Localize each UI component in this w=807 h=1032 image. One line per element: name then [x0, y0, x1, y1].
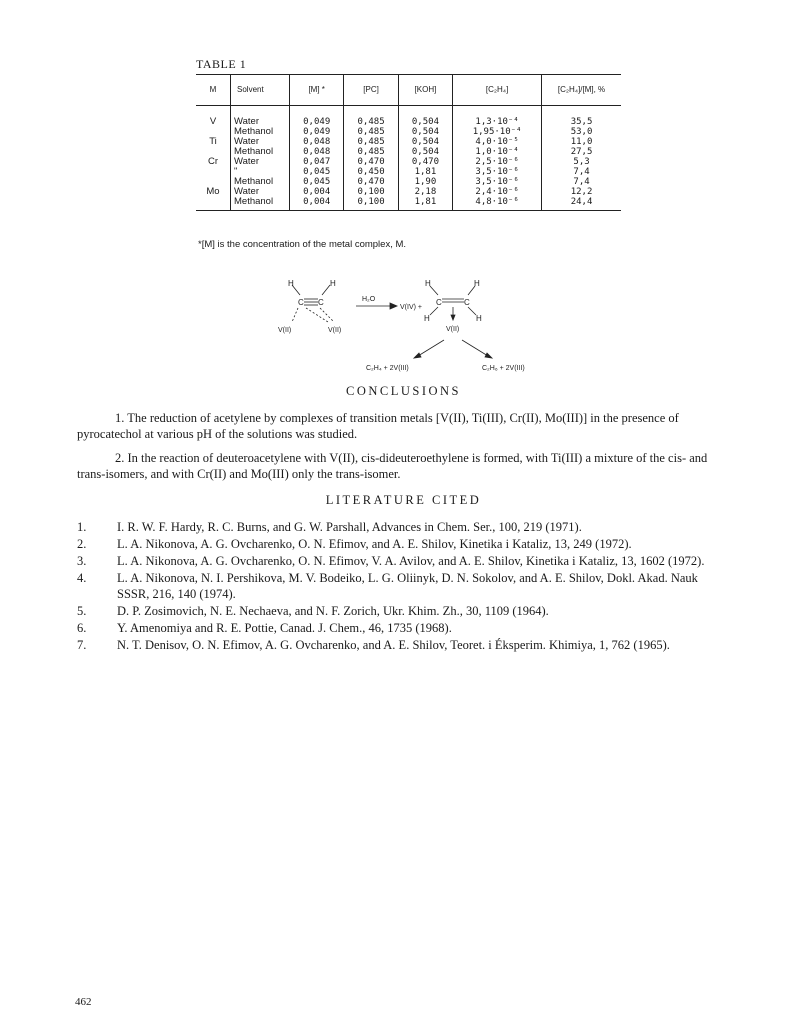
reference-item [77, 637, 732, 653]
cell-c2h4: 3,5·10⁻⁶ [453, 167, 542, 177]
table-row [196, 177, 621, 187]
cell-pct: 35,5 [542, 106, 621, 128]
page-number: 462 [75, 996, 92, 1008]
reference-number: 3. [77, 554, 87, 568]
cell-m: 0,049 [290, 127, 344, 137]
branch-arrowhead-right [485, 353, 492, 358]
cell-koh: 1,90 [398, 177, 452, 187]
data-table [196, 74, 621, 211]
cell-pc: 0,100 [344, 187, 398, 197]
cell-pct: 27,5 [542, 147, 621, 157]
reference-text: L. A. Nikonova, N. I. Pershikova, M. V. Bodeiko, L. G. Oliinyk, D. N. Sokolov, and A. E. Shilov, Dokl. Akad. Nauk SSSR, 216, 140 (1974). [117, 571, 698, 601]
header-metal-conc: [M] * [290, 75, 344, 106]
reference-text: I. R. W. F. Hardy, R. C. Burns, and G. W. Parshall, Advances in Chem. Ser., 100, 219 (1971). [117, 520, 582, 534]
table-title: TABLE 1 [196, 57, 247, 71]
cell-solvent: Methanol [231, 177, 290, 187]
reference-text: N. T. Denisov, O. N. Efimov, A. G. Ovcharenko, and A. E. Shilov, Teoret. i Éksperim. Khimiya, 1, 762 (1965). [117, 638, 670, 652]
cell-m: 0,048 [290, 137, 344, 147]
cell-c2h4: 1,0·10⁻⁴ [453, 147, 542, 157]
reactant-c-right: C [318, 298, 324, 307]
table-row [196, 127, 621, 137]
reaction-scheme [270, 278, 560, 378]
cell-solvent: Methanol [231, 147, 290, 157]
product-h-tr: H [474, 279, 480, 288]
cell-solvent: Methanol [231, 127, 290, 137]
cell-m: 0,045 [290, 177, 344, 187]
table-body [196, 106, 621, 211]
reactant-h-right: H [330, 279, 336, 288]
cell-m: 0,004 [290, 187, 344, 197]
references-list [77, 519, 732, 654]
cell-koh: 0,504 [398, 147, 452, 157]
product-bond-br [468, 307, 476, 315]
table-footnote: *[M] is the concentration of the metal complex, M. [198, 239, 407, 250]
reference-number: 1. [77, 520, 87, 534]
branch-arrow-right [462, 340, 488, 356]
cell-pct: 24,4 [542, 197, 621, 211]
cell-pct: 5,3 [542, 157, 621, 167]
product-h-tl: H [425, 279, 431, 288]
product-h-bl: H [424, 314, 430, 323]
cell-pct: 12,2 [542, 187, 621, 197]
product-c-right: C [464, 298, 470, 307]
cell-c2h4: 2,4·10⁻⁶ [453, 187, 542, 197]
cell-koh: 0,504 [398, 127, 452, 137]
header-percent: [C₂H₄]/[M], % [542, 75, 621, 106]
cell-pc: 0,470 [344, 157, 398, 167]
table-row [196, 106, 621, 128]
product-h-br: H [476, 314, 482, 323]
cell-pc: 0,470 [344, 177, 398, 187]
reference-text: Y. Amenomiya and R. E. Pottie, Canad. J. Chem., 46, 1735 (1968). [117, 621, 452, 635]
cell-metal [196, 197, 231, 211]
cell-m: 0,047 [290, 157, 344, 167]
table-row [196, 157, 621, 167]
table-header-row [196, 75, 621, 106]
reactant-h-left: H [288, 279, 294, 288]
cell-solvent: Water [231, 137, 290, 147]
cell-pc: 0,450 [344, 167, 398, 177]
reference-number: 4. [77, 571, 87, 585]
cell-pct: 7,4 [542, 167, 621, 177]
cell-c2h4: 4,0·10⁻⁵ [453, 137, 542, 147]
table-row [196, 147, 621, 157]
cell-koh: 0,470 [398, 157, 452, 167]
cell-solvent: Water [231, 157, 290, 167]
reference-item [77, 570, 732, 602]
product-label: V(IV) + [400, 304, 422, 311]
cell-pc: 0,485 [344, 106, 398, 128]
reference-item [77, 536, 732, 552]
cell-pct: 53,0 [542, 127, 621, 137]
coordination-arrowhead [451, 315, 455, 320]
v-ii-right-label: V(II) [328, 327, 342, 334]
bond-h-right [322, 285, 330, 295]
reference-item [77, 603, 732, 619]
bond-v-right [320, 308, 334, 322]
product-c-left: C [436, 298, 442, 307]
cell-c2h4: 4,8·10⁻⁶ [453, 197, 542, 211]
conclusions-heading: CONCLUSIONS [345, 384, 461, 398]
cell-c2h4: 1,3·10⁻⁴ [453, 106, 542, 128]
cell-solvent: " [231, 167, 290, 177]
product-v-ii-label: V(II) [446, 326, 460, 333]
bond-v-cross [306, 308, 328, 322]
header-ethylene: [C₂H₄] [453, 75, 542, 106]
cell-metal: Cr [207, 156, 219, 167]
cell-solvent: Water [231, 106, 290, 128]
header-solvent: Solvent [231, 75, 290, 106]
reference-text: L. A. Nikonova, A. G. Ovcharenko, O. N. Efimov, and A. E. Shilov, Kinetika i Kataliz, 13, 249 (1972). [117, 537, 632, 551]
cell-koh: 1,81 [398, 197, 452, 211]
cell-m: 0,049 [290, 106, 344, 128]
cell-m: 0,048 [290, 147, 344, 157]
cell-c2h4: 1,95·10⁻⁴ [453, 127, 542, 137]
cell-pct: 7,4 [542, 177, 621, 187]
cell-pc: 0,100 [344, 197, 398, 211]
cell-pct: 11,0 [542, 137, 621, 147]
conclusion-paragraph-1: 1. The reduction of acetylene by complexes of transition metals [V(II), Ti(III), Cr(II), Mo(III)] in the presence of pyrocatechol at various pH of the solutions was studied. [77, 411, 679, 441]
cell-solvent: Water [231, 187, 290, 197]
cell-metal [196, 167, 231, 177]
v-ii-left-label: V(II) [278, 327, 292, 334]
reference-item [77, 553, 732, 569]
cell-pc: 0,485 [344, 137, 398, 147]
product-bond-bl [430, 307, 438, 315]
cell-koh: 0,504 [398, 137, 452, 147]
header-metal: M [196, 75, 231, 106]
cell-metal: Ti [209, 136, 217, 147]
reference-item [77, 620, 732, 636]
cell-koh: 2,18 [398, 187, 452, 197]
table-row [196, 197, 621, 211]
branch-left-label: C₂H₄ + 2V(III) [366, 365, 409, 372]
cell-pc: 0,485 [344, 127, 398, 137]
reference-number: 5. [77, 604, 87, 618]
header-pc: [PC] [344, 75, 398, 106]
reagent-label: H₂O [362, 296, 376, 303]
cell-koh: 0,504 [398, 106, 452, 128]
cell-metal: Mo [206, 186, 220, 197]
cell-metal: V [209, 116, 217, 127]
bond-v-left [292, 308, 298, 322]
reference-number: 6. [77, 621, 87, 635]
cell-c2h4: 2,5·10⁻⁶ [453, 157, 542, 167]
cell-solvent: Methanol [231, 197, 290, 211]
header-koh: [KOH] [398, 75, 452, 106]
reference-number: 2. [77, 537, 87, 551]
reactant-c-left: C [298, 298, 304, 307]
reaction-arrowhead [390, 303, 397, 309]
reference-text: L. A. Nikonova, A. G. Ovcharenko, O. N. Efimov, V. A. Avilov, and A. E. Shilov, Kinetika i Kataliz, 13, 1602 (1972). [117, 554, 705, 568]
reference-number: 7. [77, 638, 87, 652]
conclusion-paragraph-2: 2. In the reaction of deuteroacetylene with V(II), cis-dideuteroethylene is formed, with Ti(III) a mixture of the cis- and trans-isomers, and with Cr(II) and Mo(III) only the trans-isomer. [77, 451, 708, 481]
cell-koh: 1,81 [398, 167, 452, 177]
reference-text: D. P. Zosimovich, N. E. Nechaeva, and N. F. Zorich, Ukr. Khim. Zh., 30, 1109 (1964). [117, 604, 549, 618]
branch-arrowhead-left [414, 353, 421, 358]
cell-c2h4: 3,5·10⁻⁶ [453, 177, 542, 187]
cell-pc: 0,485 [344, 147, 398, 157]
cell-m: 0,045 [290, 167, 344, 177]
reference-item [77, 519, 732, 535]
branch-right-label: C₂H₆ + 2V(III) [482, 365, 525, 372]
product-bond-tl [430, 286, 438, 295]
branch-arrow-left [418, 340, 444, 356]
cell-m: 0,004 [290, 197, 344, 211]
references-heading: LITERATURE CITED [325, 493, 482, 507]
